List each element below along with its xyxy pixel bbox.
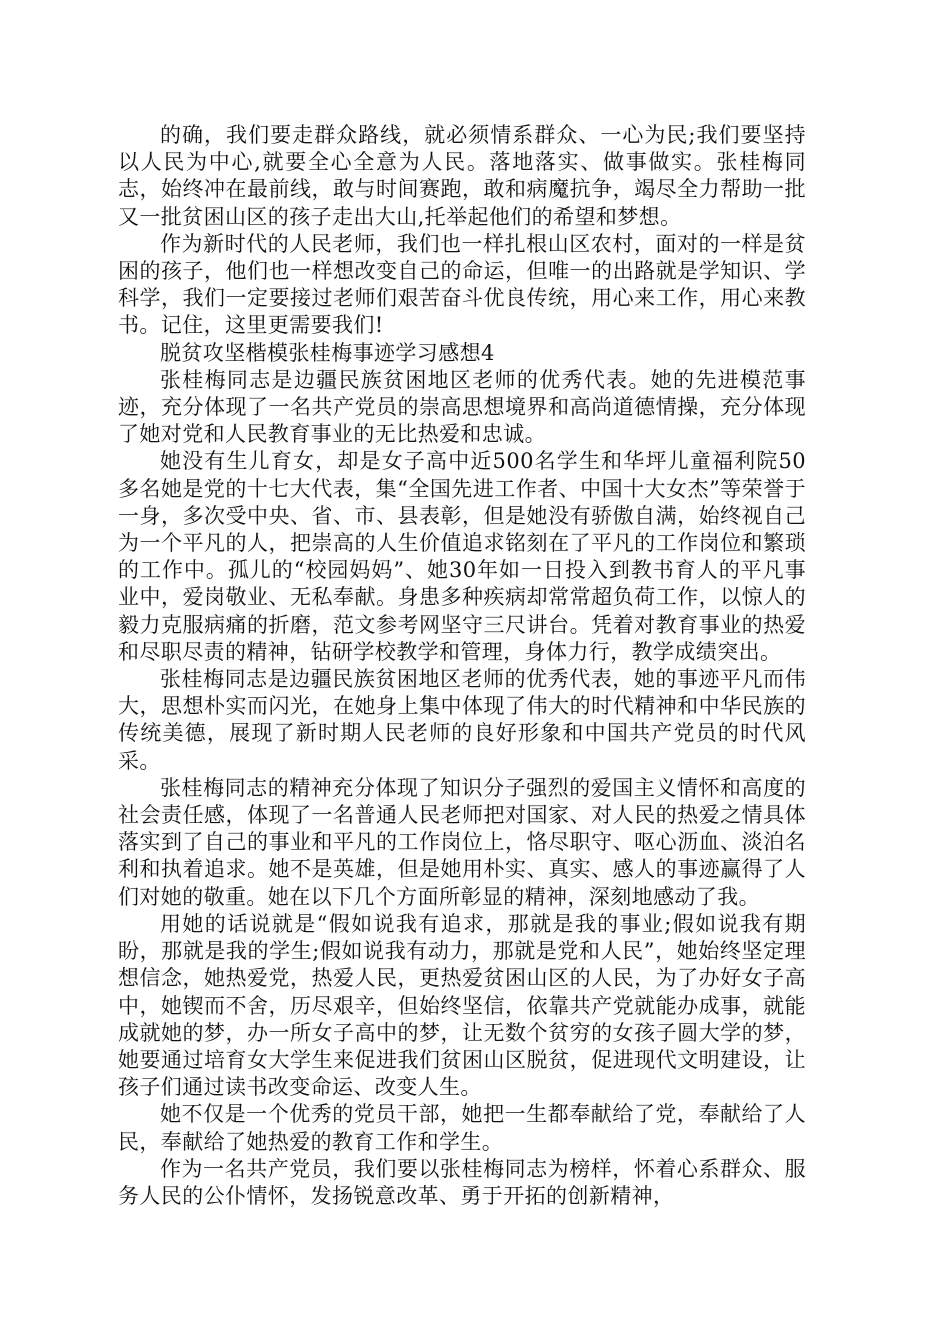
paragraph-9: 作为一名共产党员，我们要以张桂梅同志为榜样，怀着心系群众、服务人民的公仆情怀，发扬锐意改革、勇于开拓的创新精神， (118, 1156, 806, 1208)
paragraph-3: 张桂梅同志是边疆民族贫困地区老师的优秀代表。她的先进模范事迹，充分体现了一名共产党员的崇高思想境界和高尚道德情操，充分体现了她对党和人民教育事业的无比热爱和忠诚。 (118, 367, 806, 447)
paragraph-2: 作为新时代的人民老师，我们也一样扎根山区农村，面对的一样是贫困的孩子，他们也一样想改变自己的命运，但唯一的出路就是学知识、学科学，我们一定要接过老师们艰苦奋斗优良传统，用心来工作，用心来教书。记住，这里更需要我们! (118, 231, 806, 338)
paragraph-4: 她没有生儿育女，却是女子高中近500名学生和华坪儿童福利院50多名她是党的十七大代表，集“全国先进工作者、中国十大女杰”等荣誉于一身，多次受中央、省、市、县表彰，但是她没有骄傲自满，始终视自己为一个平凡的人，把崇高的人生价值追求铭刻在了平凡的工作岗位和繁琐的工作中。孤儿的“校园妈妈”、她30年如一日投入到教书育人的平凡事业中，爱岗敬业、无私奉献。身患多种疾病却常常超负荷工作，以惊人的毅力克服病痛的折磨，范文参考网坚守三尺讲台。凭着对教育事业的热爱和尽职尽责的精神，钻研学校教学和管理，身体力行，教学成绩突出。 (118, 449, 806, 664)
section-heading: 脱贫攻坚楷模张桂梅事迹学习感想4 (160, 340, 495, 365)
document-body (118, 122, 806, 1210)
paragraph-6: 张桂梅同志的精神充分体现了知识分子强烈的爱国主义情怀和高度的社会责任感，体现了一名普通人民老师把对国家、对人民的热爱之情具体落实到了自己的事业和平凡的工作岗位上，恪尽职守、呕心沥血、淡泊名利和执着追求。她不是英雄，但是她用朴实、真实、感人的事迹赢得了人们对她的敬重。她在以下几个方面所彰显的精神，深刻地感动了我。 (118, 775, 806, 909)
paragraph-7: 用她的话说就是“假如说我有追求，那就是我的事业;假如说我有期盼，那就是我的学生;假如说我有动力，那就是党和人民”，她始终坚定理想信念，她热爱党，热爱人民，更热爱贫困山区的人民，为了办好女子高中，她锲而不舍，历尽艰辛，但始终坚信，依靠共产党就能办成事，就能成就她的梦，办一所女子高中的梦，让无数个贫穷的女孩子圆大学的梦，她要通过培育女大学生来促进我们贫困山区脱贫，促进现代文明建设，让孩子们通过读书改变命运、改变人生。 (118, 911, 806, 1100)
paragraph-5: 张桂梅同志是边疆民族贫困地区老师的优秀代表，她的事迹平凡而伟大，思想朴实而闪光，在她身上集中体现了伟大的时代精神和中华民族的传统美德，展现了新时期人民老师的良好形象和中国共产党员的时代风采。 (118, 667, 806, 773)
paragraph-8: 她不仅是一个优秀的党员干部，她把一生都奉献给了党，奉献给了人民，奉献给了她热爱的教育工作和学生。 (118, 1102, 806, 1154)
paragraph-1: 的确，我们要走群众路线，就必须情系群众、一心为民;我们要坚持以人民为中心,就要全心全意为人民。落地落实、做事做实。张桂梅同志，始终冲在最前线，敢与时间赛跑，敢和病魔抗争，竭尽全力帮助一批又一批贫困山区的孩子走出大山,托举起他们的希望和梦想。 (118, 123, 806, 229)
